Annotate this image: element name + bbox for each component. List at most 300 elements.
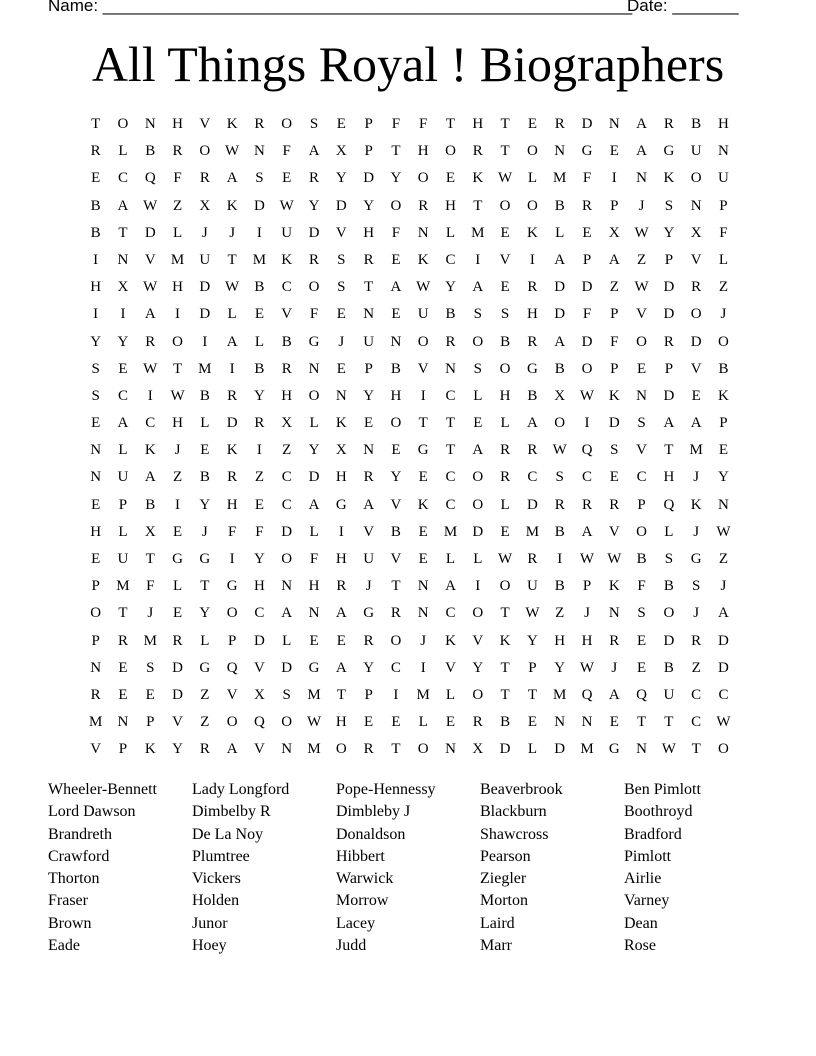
grid-letter[interactable]: D [172, 686, 183, 703]
grid-letter[interactable]: E [336, 306, 346, 323]
grid-letter[interactable]: O [390, 415, 402, 432]
grid-letter[interactable]: E [282, 170, 292, 187]
grid-letter[interactable]: P [364, 116, 373, 132]
grid-letter[interactable]: P [364, 143, 373, 160]
grid-letter[interactable]: Y [90, 333, 102, 350]
grid-letter[interactable]: Y [363, 197, 375, 214]
grid-letter[interactable]: N [90, 469, 102, 486]
grid-letter[interactable]: Q [581, 442, 593, 459]
grid-letter[interactable]: N [636, 170, 647, 187]
grid-letter[interactable]: G [417, 442, 429, 459]
grid-letter[interactable]: E [527, 714, 537, 731]
grid-letter[interactable]: F [309, 551, 319, 567]
grid-letter[interactable]: D [499, 741, 511, 758]
grid-letter[interactable]: C [691, 686, 702, 703]
grid-letter[interactable]: K [499, 632, 511, 649]
grid-letter[interactable]: R [418, 197, 429, 214]
grid-letter[interactable]: T [418, 415, 428, 432]
grid-letter[interactable]: E [609, 469, 619, 486]
name-field[interactable]: Name: ________________________________________________________ [48, 0, 633, 15]
grid-letter[interactable]: D [363, 170, 375, 187]
grid-letter[interactable]: W [634, 224, 649, 241]
grid-letter[interactable]: D [308, 469, 320, 486]
grid-letter[interactable]: E [336, 360, 346, 377]
grid-letter[interactable]: X [472, 741, 484, 758]
grid-letter[interactable]: D [526, 496, 538, 513]
grid-letter[interactable]: A [445, 578, 456, 595]
grid-letter[interactable]: T [691, 741, 701, 758]
grid-letter[interactable]: I [229, 360, 235, 377]
grid-letter[interactable]: F [391, 224, 401, 241]
grid-letter[interactable]: O [499, 578, 511, 595]
grid-letter[interactable]: F [637, 578, 646, 595]
grid-letter[interactable]: Y [254, 551, 265, 567]
grid-letter[interactable]: O [172, 333, 183, 350]
grid-letter[interactable]: A [663, 415, 675, 432]
grid-letter[interactable]: U [363, 551, 375, 567]
grid-letter[interactable]: N [281, 741, 293, 758]
grid-letter[interactable]: T [527, 686, 537, 703]
date-field[interactable]: Date: _______ [627, 0, 739, 15]
grid-letter[interactable]: L [200, 632, 210, 649]
grid-letter[interactable]: I [93, 306, 99, 323]
grid-letter[interactable]: P [146, 714, 155, 731]
grid-letter[interactable]: H [254, 578, 265, 595]
grid-letter[interactable]: D [663, 632, 675, 649]
grid-letter[interactable]: Q [226, 659, 238, 676]
grid-letter[interactable]: L [500, 496, 510, 513]
grid-letter[interactable]: R [227, 469, 238, 486]
grid-letter[interactable]: A [718, 605, 729, 622]
grid-letter[interactable]: S [255, 170, 264, 187]
grid-letter[interactable]: R [500, 442, 511, 459]
grid-letter[interactable]: X [254, 686, 265, 703]
grid-letter[interactable]: G [199, 659, 211, 676]
grid-letter[interactable]: X [554, 387, 566, 404]
grid-letter[interactable]: G [308, 333, 320, 350]
grid-letter[interactable]: O [554, 415, 566, 432]
grid-letter[interactable]: J [420, 632, 427, 649]
grid-letter[interactable]: R [363, 741, 374, 758]
grid-letter[interactable]: P [364, 360, 373, 377]
grid-letter[interactable]: W [498, 170, 513, 187]
grid-letter[interactable]: F [582, 306, 592, 323]
grid-letter[interactable]: O [472, 496, 484, 513]
grid-letter[interactable]: H [417, 143, 429, 160]
grid-letter[interactable]: B [254, 360, 265, 377]
grid-letter[interactable]: D [581, 333, 593, 350]
grid-letter[interactable]: L [473, 551, 483, 567]
grid-letter[interactable]: E [145, 686, 155, 703]
grid-letter[interactable]: E [118, 686, 128, 703]
grid-letter[interactable]: K [335, 415, 347, 432]
grid-letter[interactable]: I [147, 387, 153, 404]
grid-letter[interactable]: J [229, 224, 236, 241]
grid-letter[interactable]: P [719, 415, 728, 432]
grid-letter[interactable]: O [499, 360, 511, 377]
grid-letter[interactable]: I [175, 306, 181, 323]
grid-letter[interactable]: I [175, 496, 181, 513]
grid-letter[interactable]: E [336, 632, 346, 649]
grid-letter[interactable]: E [418, 523, 428, 540]
grid-letter[interactable]: R [254, 415, 265, 432]
grid-letter[interactable]: E [391, 306, 401, 323]
grid-letter[interactable]: D [690, 333, 702, 350]
grid-letter[interactable]: D [608, 415, 620, 432]
grid-letter[interactable]: K [663, 170, 675, 187]
grid-letter[interactable]: O [472, 333, 484, 350]
grid-letter[interactable]: J [174, 442, 181, 459]
grid-letter[interactable]: Y [363, 659, 375, 676]
grid-letter[interactable]: H [172, 415, 183, 432]
grid-letter[interactable]: N [417, 224, 429, 241]
grid-letter[interactable]: J [201, 523, 208, 540]
grid-letter[interactable]: J [693, 469, 700, 486]
grid-letter[interactable]: R [581, 197, 592, 214]
grid-letter[interactable]: E [582, 224, 592, 241]
grid-letter[interactable]: W [579, 387, 595, 404]
grid-letter[interactable]: R [117, 632, 128, 649]
grid-letter[interactable]: N [281, 578, 293, 595]
grid-letter[interactable]: B [281, 333, 292, 350]
grid-letter[interactable]: D [281, 659, 293, 676]
grid-letter[interactable]: J [584, 605, 590, 622]
grid-letter[interactable]: R [281, 360, 292, 377]
grid-letter[interactable]: V [636, 442, 647, 459]
grid-letter[interactable]: P [637, 496, 646, 513]
grid-letter[interactable]: B [636, 551, 647, 567]
grid-letter[interactable]: D [199, 279, 211, 296]
grid-letter[interactable]: A [608, 251, 620, 268]
grid-letter[interactable]: C [281, 496, 292, 513]
grid-letter[interactable]: N [445, 741, 456, 758]
grid-letter[interactable]: W [498, 551, 513, 567]
grid-letter[interactable]: C [581, 469, 592, 486]
grid-letter[interactable]: P [610, 306, 619, 323]
grid-letter[interactable]: H [226, 496, 238, 513]
grid-letter[interactable]: A [472, 442, 484, 459]
grid-letter[interactable]: B [145, 143, 156, 160]
grid-letter[interactable]: Z [172, 469, 183, 486]
grid-letter[interactable]: B [554, 578, 565, 595]
grid-letter[interactable]: U [417, 306, 429, 323]
grid-letter[interactable]: E [336, 116, 346, 132]
grid-letter[interactable]: O [636, 333, 647, 350]
grid-letter[interactable]: M [553, 170, 567, 187]
grid-letter[interactable]: K [144, 741, 156, 758]
grid-letter[interactable]: T [473, 197, 483, 214]
grid-letter[interactable]: E [254, 496, 265, 513]
grid-letter[interactable]: A [581, 523, 593, 540]
grid-letter[interactable]: S [282, 686, 291, 703]
grid-letter[interactable]: A [226, 741, 238, 758]
grid-letter[interactable]: Y [254, 387, 265, 404]
grid-letter[interactable]: F [309, 306, 319, 323]
grid-letter[interactable]: I [120, 306, 126, 323]
grid-letter[interactable]: A [281, 605, 293, 622]
grid-letter[interactable]: N [254, 143, 265, 160]
grid-letter[interactable]: O [581, 360, 593, 377]
grid-letter[interactable]: Z [555, 605, 565, 622]
grid-letter[interactable]: L [254, 333, 265, 350]
grid-letter[interactable]: W [716, 714, 731, 731]
grid-letter[interactable]: E [91, 551, 101, 567]
grid-letter[interactable]: W [279, 197, 294, 214]
grid-letter[interactable]: H [581, 632, 593, 649]
grid-letter[interactable]: K [226, 442, 238, 459]
grid-letter[interactable]: Y [363, 387, 375, 404]
grid-letter[interactable]: O [117, 116, 129, 132]
grid-letter[interactable]: M [116, 578, 130, 595]
grid-letter[interactable]: A [308, 496, 320, 513]
grid-letter[interactable]: N [308, 605, 320, 622]
grid-letter[interactable]: R [199, 170, 210, 187]
grid-letter[interactable]: P [582, 578, 592, 595]
grid-letter[interactable]: V [390, 496, 402, 513]
grid-letter[interactable]: B [390, 360, 401, 377]
grid-letter[interactable]: D [199, 306, 211, 323]
grid-letter[interactable]: C [527, 469, 538, 486]
grid-letter[interactable]: S [664, 197, 674, 214]
grid-letter[interactable]: R [609, 496, 620, 513]
grid-letter[interactable]: O [281, 116, 293, 132]
grid-letter[interactable]: H [363, 224, 375, 241]
grid-letter[interactable]: B [527, 387, 538, 404]
grid-letter[interactable]: J [693, 523, 700, 540]
grid-letter[interactable]: D [554, 741, 566, 758]
grid-letter[interactable]: R [254, 116, 265, 132]
grid-letter[interactable]: E [309, 632, 319, 649]
grid-letter[interactable]: C [445, 469, 456, 486]
grid-letter[interactable]: T [391, 143, 401, 160]
grid-letter[interactable]: Y [445, 279, 456, 296]
grid-letter[interactable]: L [172, 224, 183, 241]
grid-letter[interactable]: M [170, 251, 185, 268]
grid-letter[interactable]: D [335, 197, 347, 214]
grid-letter[interactable]: E [500, 279, 510, 296]
grid-letter[interactable]: V [363, 523, 375, 540]
grid-letter[interactable]: A [144, 469, 156, 486]
grid-letter[interactable]: O [390, 197, 402, 214]
grid-letter[interactable]: F [719, 224, 728, 241]
grid-letter[interactable]: Z [200, 714, 210, 731]
grid-letter[interactable]: S [555, 469, 564, 486]
grid-letter[interactable]: V [254, 659, 265, 676]
grid-letter[interactable]: R [145, 333, 156, 350]
grid-letter[interactable]: K [417, 496, 429, 513]
grid-letter[interactable]: M [443, 523, 458, 540]
grid-letter[interactable]: N [554, 143, 566, 160]
grid-letter[interactable]: M [307, 741, 321, 758]
grid-letter[interactable]: Q [636, 686, 647, 703]
grid-letter[interactable]: R [527, 551, 538, 567]
grid-letter[interactable]: Y [335, 170, 347, 187]
grid-letter[interactable]: E [527, 116, 537, 132]
grid-letter[interactable]: G [690, 551, 702, 567]
grid-letter[interactable]: E [718, 442, 729, 459]
grid-letter[interactable]: H [335, 551, 347, 567]
grid-letter[interactable]: M [525, 523, 540, 540]
grid-letter[interactable]: N [608, 605, 620, 622]
grid-letter[interactable]: H [718, 116, 729, 132]
grid-letter[interactable]: Z [637, 251, 647, 268]
grid-letter[interactable]: H [172, 116, 183, 132]
grid-letter[interactable]: I [475, 578, 481, 595]
grid-letter[interactable]: D [718, 659, 729, 676]
grid-letter[interactable]: Z [691, 659, 701, 676]
grid-letter[interactable]: N [363, 442, 375, 459]
grid-letter[interactable]: R [172, 143, 183, 160]
grid-letter[interactable]: U [117, 469, 129, 486]
grid-letter[interactable]: S [500, 306, 510, 323]
grid-letter[interactable]: S [473, 360, 482, 377]
grid-letter[interactable]: N [636, 741, 647, 758]
grid-letter[interactable]: O [308, 387, 320, 404]
grid-letter[interactable]: W [306, 714, 322, 731]
grid-letter[interactable]: B [554, 360, 565, 377]
grid-letter[interactable]: E [473, 415, 483, 432]
grid-letter[interactable]: S [337, 279, 346, 296]
grid-letter[interactable]: E [118, 659, 128, 676]
grid-letter[interactable]: C [445, 251, 456, 268]
grid-letter[interactable]: B [199, 469, 210, 486]
grid-letter[interactable]: V [472, 632, 484, 649]
grid-letter[interactable]: D [226, 415, 238, 432]
grid-letter[interactable]: G [199, 551, 211, 567]
grid-letter[interactable]: A [636, 116, 647, 132]
grid-letter[interactable]: U [363, 333, 375, 350]
grid-letter[interactable]: L [718, 251, 729, 268]
grid-letter[interactable]: M [252, 251, 267, 268]
grid-letter[interactable]: Q [254, 714, 265, 731]
grid-letter[interactable]: C [254, 605, 265, 622]
grid-letter[interactable]: K [472, 170, 484, 187]
grid-letter[interactable]: D [581, 279, 593, 296]
grid-letter[interactable]: N [417, 605, 429, 622]
grid-letter[interactable]: C [445, 605, 456, 622]
grid-letter[interactable]: E [364, 714, 374, 731]
grid-letter[interactable]: Y [172, 741, 183, 758]
grid-letter[interactable]: O [472, 686, 484, 703]
grid-letter[interactable]: I [584, 415, 590, 432]
grid-letter[interactable]: K [718, 387, 729, 404]
grid-letter[interactable]: K [144, 442, 156, 459]
grid-letter[interactable]: G [663, 143, 675, 160]
grid-letter[interactable]: J [611, 659, 618, 676]
grid-letter[interactable]: W [607, 551, 622, 567]
grid-letter[interactable]: D [254, 197, 265, 214]
grid-letter[interactable]: I [202, 333, 208, 350]
grid-letter[interactable]: K [281, 251, 293, 268]
grid-letter[interactable]: Z [609, 279, 619, 296]
grid-letter[interactable]: O [690, 306, 702, 323]
grid-letter[interactable]: U [199, 251, 211, 268]
grid-letter[interactable]: S [664, 551, 674, 567]
grid-letter[interactable]: L [118, 143, 128, 160]
grid-letter[interactable]: N [90, 442, 102, 459]
grid-letter[interactable]: K [226, 197, 238, 214]
grid-letter[interactable]: W [416, 279, 431, 296]
grid-letter[interactable]: R [472, 143, 483, 160]
grid-letter[interactable]: N [117, 251, 129, 268]
grid-letter[interactable]: G [581, 143, 593, 160]
grid-letter[interactable]: E [172, 523, 183, 540]
grid-letter[interactable]: X [144, 523, 156, 540]
grid-letter[interactable]: V [281, 306, 293, 323]
grid-letter[interactable]: A [636, 143, 647, 160]
grid-letter[interactable]: U [690, 143, 702, 160]
grid-letter[interactable]: Y [308, 442, 320, 459]
grid-letter[interactable]: C [445, 496, 456, 513]
grid-letter[interactable]: M [580, 741, 594, 758]
grid-letter[interactable]: Y [117, 333, 129, 350]
grid-letter[interactable]: F [391, 116, 401, 132]
grid-letter[interactable]: B [554, 523, 565, 540]
grid-letter[interactable]: A [117, 197, 129, 214]
grid-letter[interactable]: D [554, 279, 566, 296]
grid-letter[interactable]: R [663, 333, 674, 350]
grid-letter[interactable]: F [146, 578, 155, 595]
grid-letter[interactable]: J [720, 306, 727, 323]
grid-letter[interactable]: K [526, 224, 538, 241]
grid-letter[interactable]: L [282, 632, 292, 649]
grid-letter[interactable]: L [527, 170, 537, 187]
grid-letter[interactable]: O [472, 605, 484, 622]
grid-letter[interactable]: T [500, 116, 510, 132]
grid-letter[interactable]: R [309, 251, 320, 268]
grid-letter[interactable]: I [256, 224, 262, 241]
grid-letter[interactable]: F [610, 333, 619, 350]
grid-letter[interactable]: O [718, 741, 729, 758]
grid-letter[interactable]: W [661, 741, 676, 758]
grid-letter[interactable]: H [663, 469, 675, 486]
grid-letter[interactable]: P [664, 251, 674, 268]
grid-letter[interactable]: S [610, 442, 619, 459]
grid-letter[interactable]: N [390, 333, 402, 350]
grid-letter[interactable]: T [500, 686, 510, 703]
grid-letter[interactable]: O [499, 197, 511, 214]
grid-letter[interactable]: N [718, 143, 729, 160]
grid-letter[interactable]: U [526, 578, 538, 595]
grid-letter[interactable]: B [500, 714, 511, 731]
grid-letter[interactable]: X [335, 143, 347, 160]
grid-letter[interactable]: O [636, 523, 647, 540]
grid-letter[interactable]: V [144, 251, 156, 268]
grid-letter[interactable]: O [226, 605, 238, 622]
grid-letter[interactable]: M [143, 632, 157, 649]
grid-letter[interactable]: H [554, 632, 566, 649]
grid-letter[interactable]: R [691, 632, 702, 649]
grid-letter[interactable]: T [664, 442, 674, 459]
grid-letter[interactable]: W [143, 197, 158, 214]
grid-letter[interactable]: J [147, 605, 154, 622]
grid-letter[interactable]: V [499, 251, 511, 268]
grid-letter[interactable]: H [308, 578, 320, 595]
grid-letter[interactable]: I [420, 659, 426, 676]
grid-letter[interactable]: H [172, 279, 183, 296]
grid-letter[interactable]: J [638, 197, 645, 214]
grid-letter[interactable]: C [445, 387, 456, 404]
grid-letter[interactable]: D [663, 387, 675, 404]
grid-letter[interactable]: P [227, 632, 237, 649]
grid-letter[interactable]: R [227, 387, 238, 404]
grid-letter[interactable]: L [118, 523, 128, 540]
grid-letter[interactable]: T [91, 116, 101, 132]
grid-letter[interactable]: U [718, 170, 729, 187]
grid-letter[interactable]: R [472, 714, 483, 731]
grid-letter[interactable]: T [118, 605, 128, 622]
grid-letter[interactable]: A [335, 659, 347, 676]
